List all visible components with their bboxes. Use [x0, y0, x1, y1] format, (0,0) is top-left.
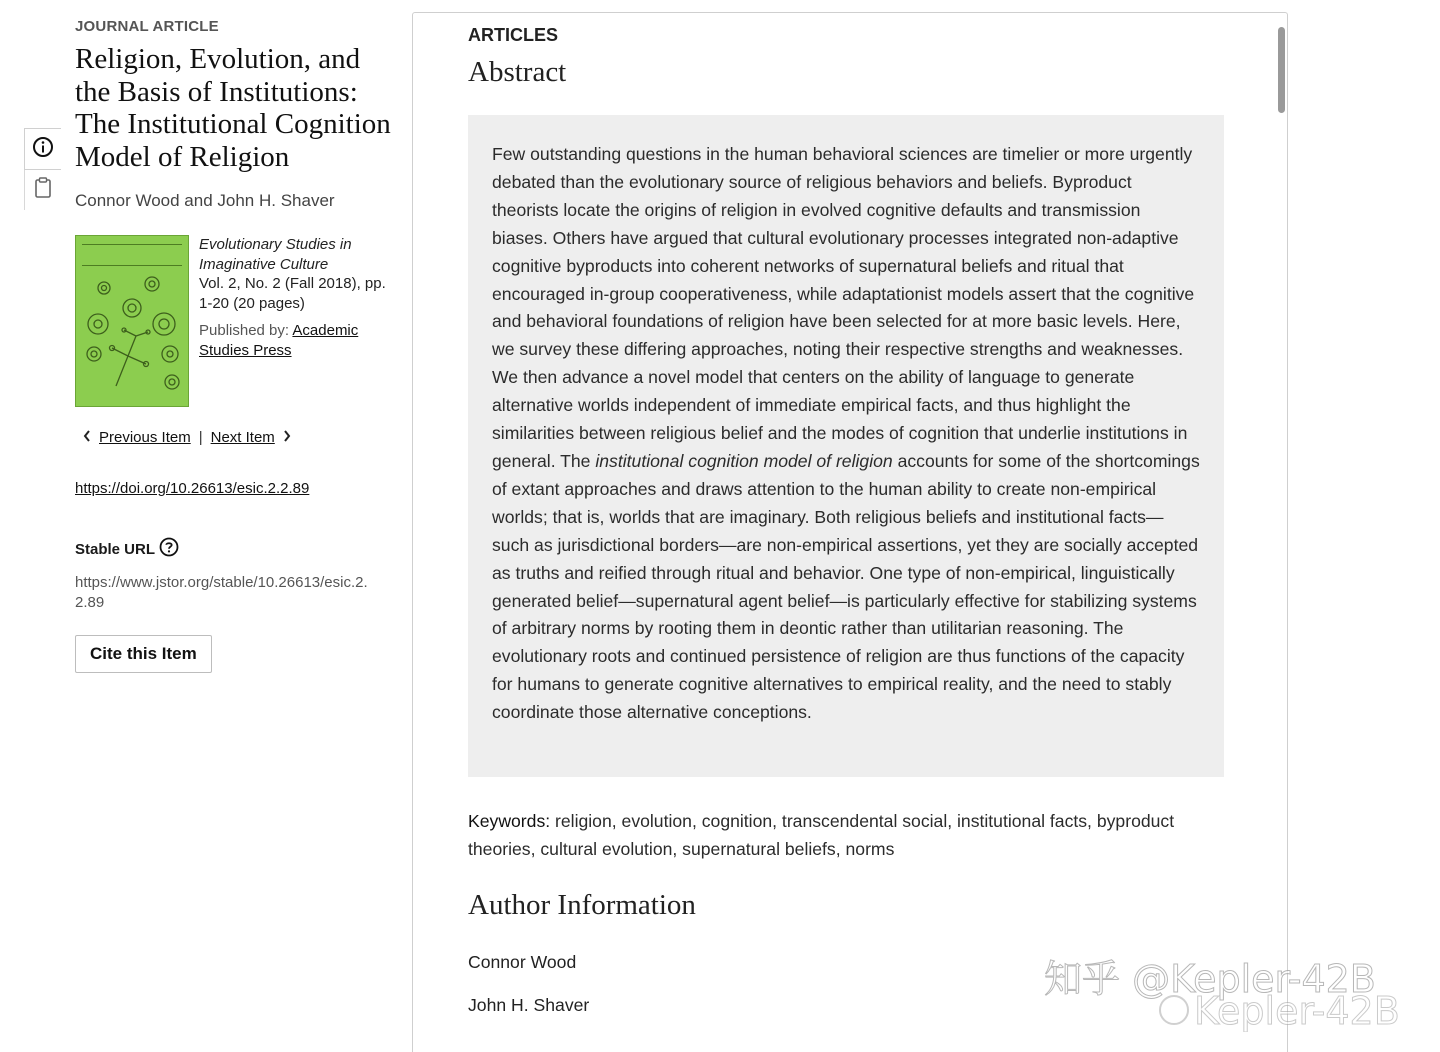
info-tool-button[interactable] — [24, 128, 61, 170]
pager-separator: | — [198, 429, 203, 446]
doi-link[interactable]: https://doi.org/10.26613/esic.2.2.89 — [75, 480, 310, 497]
author-name: John H. Shaver — [468, 995, 590, 1015]
journal-cover-image[interactable] — [75, 235, 189, 407]
doi-line — [75, 480, 395, 497]
keywords-value: religion, evolution, cognition, transcendental social, institutional facts, byproduct theories, cultural evolution, supernatural beliefs, norms — [468, 811, 1175, 859]
item-pager — [83, 429, 395, 446]
article-sidebar — [75, 18, 395, 673]
content-type-label: JOURNAL ARTICLE — [75, 18, 219, 35]
article-content-panel — [412, 12, 1288, 1052]
abstract-box — [468, 115, 1224, 777]
article-authors: Connor Wood and John H. Shaver — [75, 191, 335, 210]
journal-block — [75, 235, 395, 407]
side-tool-rail — [24, 128, 62, 210]
clipboard-icon — [33, 177, 53, 204]
abstract-text — [492, 141, 1200, 727]
clipboard-tool-button[interactable] — [24, 170, 61, 210]
chevron-left-icon — [83, 429, 91, 446]
svg-text:知乎 @Kepler-42B: 知乎 @Kepler-42B — [1044, 957, 1376, 1001]
stable-url-label: Stable URL — [75, 540, 156, 558]
stable-url-value: https://www.jstor.org/stable/10.26613/esic.2.2.89 — [75, 574, 368, 611]
chevron-right-icon — [283, 429, 291, 446]
panel-scrollbar[interactable] — [1278, 27, 1285, 113]
abstract-heading: Abstract — [468, 56, 567, 88]
stable-url-heading — [75, 537, 395, 561]
keywords-label: Keywords: — [468, 811, 551, 831]
journal-name: Evolutionary Studies in Imaginative Culture — [199, 236, 352, 273]
publisher-line — [199, 321, 395, 360]
info-icon — [32, 136, 54, 163]
help-icon[interactable] — [159, 537, 179, 561]
cover-artwork — [76, 236, 188, 406]
section-label: ARTICLES — [468, 25, 558, 45]
abstract-text-part1: Few outstanding questions in the human behavioral sciences are timelier or more urgently debated than the evolutionary source of religious behaviors and beliefs. Byproduct theorists locate the origins of religion in evolved cognitive defaults and transmission biases. Others have argued that cultural evolutionary processes integrated non-adaptive cognitive byproducts into coherent networks of supernatural beliefs and ritual that encouraged in-group cooperativeness, while adaptationist models assert that the cognitive and behavioral foundations of religion have been selected for at more basic levels. Here, we survey these differing approaches, noting their respective strengths and weaknesses. We then advance a novel model that centers on the ability of language to generate alternative worlds independent of immediate empirical facts, and thus highlight the similarities between religious belief and the modes of cognition that underlie institutions in general. The — [492, 144, 1195, 471]
publisher-link[interactable]: Academic Studies Press — [199, 322, 359, 359]
journal-info — [199, 235, 395, 407]
abstract-emphasis: institutional cognition model of religion — [595, 450, 893, 471]
article-title: Religion, Evolution, and the Basis of Institutions: The Institutional Cognition Model of Religion — [75, 43, 391, 173]
author-name: Connor Wood — [468, 952, 577, 972]
cite-this-item-button[interactable]: Cite this Item — [75, 635, 212, 673]
previous-item-link[interactable]: Previous Item — [99, 429, 191, 446]
article-content — [468, 23, 1224, 1016]
abstract-text-part2: accounts for some of the shortcomings of extant approaches and draws attention to the human ability to create non-empirical worlds; that is, worlds that are imaginary. Both religious beliefs and institutional facts—such as jurisdictional borders—are non-empirical assertions, yet they are socially accepted as truths and reified through ritual and behavior. One type of non-empirical, linguistically generated belief—supernatural agent belief—is particularly effective for stabilizing systems of arbitrary norms by rooting them in deontic rather than utilitarian reasoning. The evolutionary roots and continued persistence of religion are thus functions of the capacity for humans to generate cognitive alternatives to empirical reality, and the need to stably coordinate those alternative conceptions. — [492, 450, 1200, 723]
publisher-label: Published by: — [199, 322, 290, 339]
keywords-line — [468, 807, 1224, 863]
svg-text:Kepler-42B: Kepler-42B — [1194, 989, 1400, 1032]
author-information-heading: Author Information — [468, 889, 696, 921]
next-item-link[interactable]: Next Item — [210, 429, 275, 446]
journal-volume: Vol. 2, No. 2 (Fall 2018), pp. 1-20 (20 pages) — [199, 275, 386, 312]
